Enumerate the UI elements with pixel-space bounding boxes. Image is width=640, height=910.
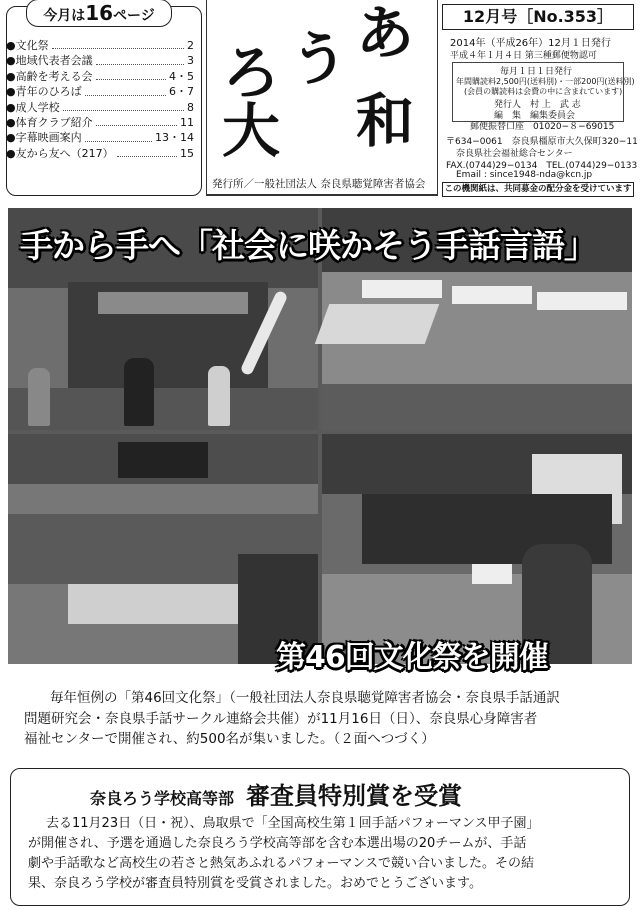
toc-item[interactable]: ●高齢を考える会 4・5: [6, 69, 194, 83]
article-line: 劇や手話歌など高校生の若さと熱気あふれるパフォーマンスで競い合いました。その結: [28, 856, 534, 871]
photo-presentation: [322, 434, 632, 664]
fund-note: この機関紙は、共同募金の配分金を受けています: [442, 182, 634, 197]
fax-tel: FAX.(0744)29−0134 TEL.(0744)29−0133: [446, 161, 638, 171]
toc-item[interactable]: ●成人学校 8: [6, 100, 194, 114]
award-title: 審査員特別賞を受賞: [246, 781, 463, 810]
toc-item[interactable]: ●文化祭 2: [6, 39, 194, 52]
email: Email : since1948-nda@kcn.jp: [456, 170, 593, 180]
toc-item[interactable]: ●地域代表者会議 3: [6, 54, 194, 68]
award-heading: [90, 776, 462, 811]
toc-list: [6, 38, 194, 161]
issue-date: 2014年（平成26年）12月１日発行: [450, 38, 611, 49]
issue-number: 12月号［No.353］: [442, 4, 634, 30]
festival-banner: 第46回文化祭を開催: [276, 640, 548, 675]
toc-item[interactable]: ●友から友へ（217） 15: [6, 146, 194, 160]
award-subtitle: 奈良ろう学校高等部: [90, 789, 235, 808]
editor-name: 編 集 編集委員会: [494, 111, 576, 121]
toc-item[interactable]: ●青年のひろば 6・7: [6, 85, 194, 99]
headline: 手から手へ「社会に咲かそう手話言語」: [20, 226, 596, 265]
logo-char: ろ: [222, 39, 281, 107]
publication-schedule: 毎月１日１日発行: [500, 67, 573, 77]
article-line: 去る11月23日（日・祝）、鳥取県で「全国高校生第１回手話パフォーマンス甲子園」: [46, 816, 540, 831]
article-line: が開催され、予選を通過した奈良ろう学校高等部を含む本選出場の20チームが、手話: [28, 836, 527, 851]
logo-char: 和: [356, 87, 415, 155]
logo-char: う: [290, 25, 349, 93]
article-line: 果、奈良ろう学校が審査員特別賞を受賞されました。おめでとうございます。: [28, 876, 482, 891]
postal-account: 郵便振替口座 01020−８−69015: [470, 122, 615, 132]
article-line: 毎年恒例の「第46回文化祭」（一般社団法人奈良県聴覚障害者協会・奈良県手話通訳: [50, 690, 560, 706]
article-line: 問題研究会・奈良県手話サークル連絡会共催）が11月16日（日）、奈良県心身障害者: [24, 710, 538, 727]
publisher-name: 発行人 村 上 武 志: [494, 100, 581, 110]
mail-permit: 平成４年１月４日 第三種郵便物認可: [450, 51, 597, 61]
logo-char: 大: [222, 97, 281, 165]
member-fee-note: (会員の購読料は会費の中に含まれています): [464, 87, 623, 96]
address-line: 奈良県社会福祉総合センター: [456, 149, 573, 159]
article-line: 福祉センターで開催され、約500名が集いました。（２面へつづく）: [24, 731, 435, 747]
address-line: 〒634−0061 奈良県橿原市大久保町320−11: [446, 137, 638, 147]
publisher-line: 発行所／一般社団法人 奈良県聴覚障害者協会: [212, 178, 426, 190]
toc-item[interactable]: ●字幕映画案内 13・14: [6, 131, 194, 145]
article-festival: [24, 688, 632, 750]
toc-title: 今月は16ページ: [26, 0, 172, 27]
logo-char: あ: [356, 0, 415, 67]
subscription-fee: 年間購読料2,500円(送料別)・一部200円(送料別): [456, 77, 635, 86]
photo-collage: [8, 208, 632, 664]
article-award: [28, 814, 628, 894]
photo-exhibition: [8, 434, 318, 664]
toc-item[interactable]: ●体育クラブ紹介 11: [6, 115, 194, 129]
